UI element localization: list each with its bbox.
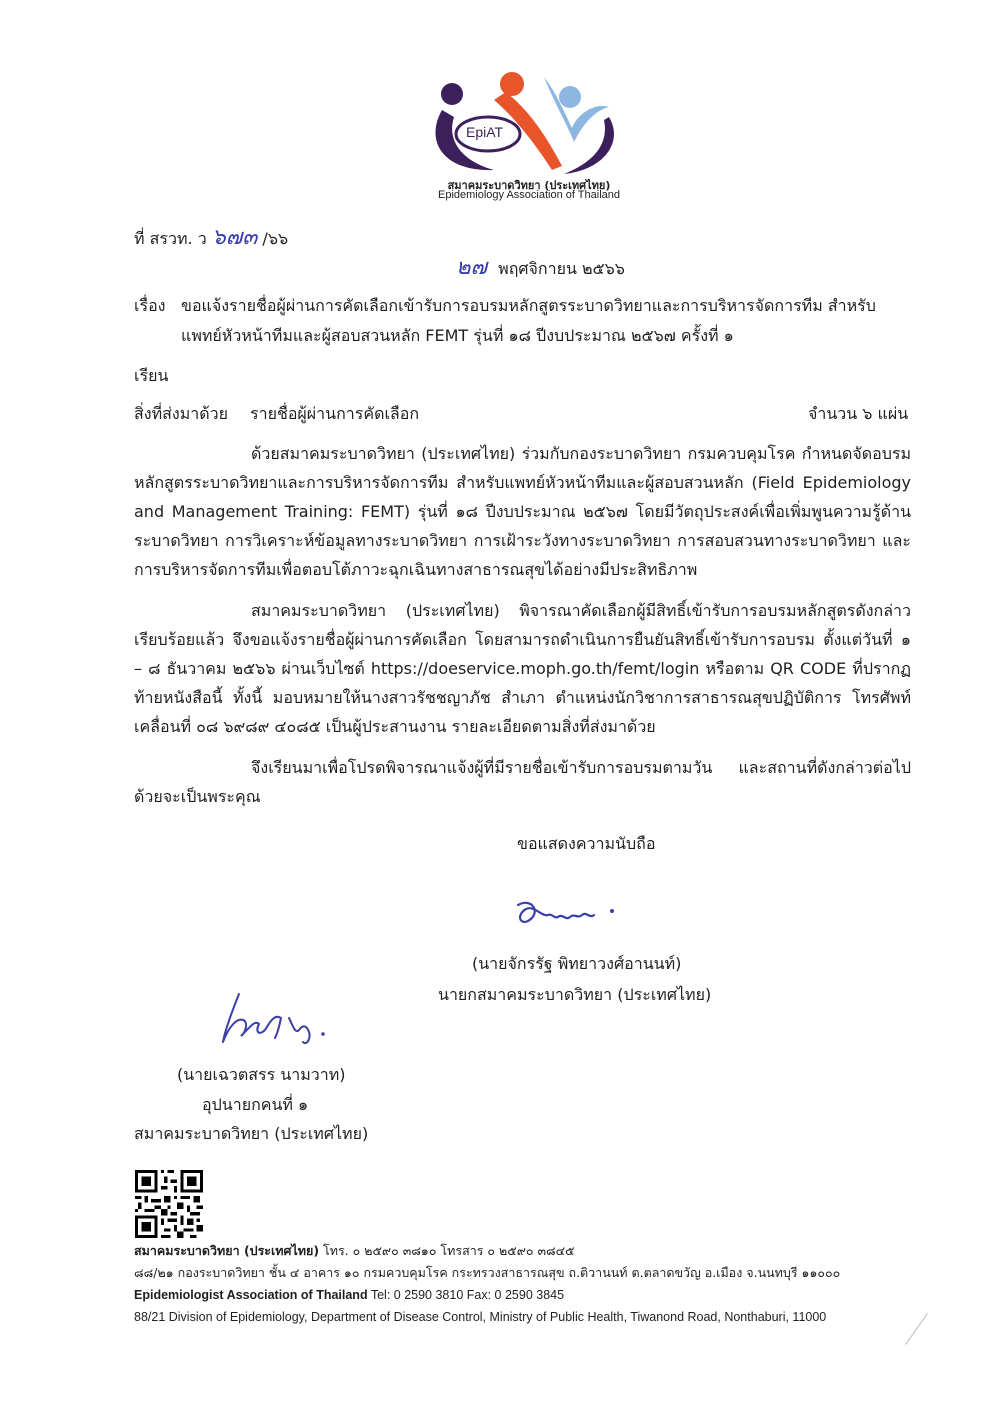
logo-brand-text: EpiAT xyxy=(466,124,504,140)
date-month-year: พฤศจิกายน ๒๕๖๖ xyxy=(498,259,625,278)
salutation-label: เรียน xyxy=(134,366,169,385)
logo-name-th: สมาคมระบาดวิทยา (ประเทศไทย) xyxy=(447,179,611,192)
logo xyxy=(424,62,634,204)
footer-org-en: Epidemiologist Association of Thailand xyxy=(134,1288,368,1302)
footer-contact-th: โทร. ๐ ๒๕๙๐ ๓๘๑๐ โทรสาร ๐ ๒๕๙๐ ๓๘๔๕ xyxy=(323,1243,575,1258)
body-paragraph-2-text: สมาคมระบาดวิทยา (ประเทศไทย) พิจารณาคัดเลือกผู้มีสิทธิ์เข้ารับการอบรมหลักสูตรดังกล่าวเรียบร้อยแล้ว จึงขอแจ้งรายชื่อผู้ผ่านการคัดเลือก โดยสามารถดำเนินการยืนยันสิทธิ์เข้ารับการอบรม ตั้งแต่วันที่ ๑ – ๘ ธันวาคม ๒๕๖๖ ผ่านเว็บไซต์ https://doeservice.moph.go.th/femt/login หรือตาม QR CODE ที่ปรากฏท้ายหนังสือนี้ ทั้งนี้ มอบหมายให้นางสาวรัชชญาภัช สำเภา ตำแหน่งนักวิชาการสาธารณสุขปฏิบัติการ โทรศัพท์เคลื่อนที่ ๐๘ ๖๙๘๙ ๔๐๘๕ เป็นผู้ประสานงาน รายละเอียดตามสิ่งที่ส่งมาด้วย xyxy=(134,601,911,736)
footer-line-en-contact xyxy=(134,1287,840,1303)
closing-text: ขอแสดงความนับถือ xyxy=(517,834,656,853)
epiat-logo-graphic xyxy=(424,62,634,180)
subject-label: เรื่อง xyxy=(134,296,166,315)
footer-contact-en: Tel: 0 2590 3810 Fax: 0 2590 3845 xyxy=(370,1288,565,1302)
enclosure-label: สิ่งที่ส่งมาด้วย xyxy=(134,404,228,423)
main-signatory-name: (นายจักรรัฐ พิทยาวงศ์อานนท์) xyxy=(472,954,682,973)
footer-org-th: สมาคมระบาดวิทยา (ประเทศไทย) xyxy=(134,1243,320,1258)
body-paragraph-3-text: จึงเรียนมาเพื่อโปรดพิจารณาแจ้งผู้ที่มีรายชื่อเข้ารับการอบรมตามวัน และสถานที่ดังกล่าวต่อไปด้วยจะเป็นพระคุณ xyxy=(134,758,911,806)
qr-code[interactable] xyxy=(134,1170,204,1238)
main-signature xyxy=(512,895,622,935)
main-signatory-title: นายกสมาคมระบาดวิทยา (ประเทศไทย) xyxy=(438,985,712,1004)
reference-prefix: ที่ สรวท. ว xyxy=(134,229,207,248)
footer-line-th-contact xyxy=(134,1243,840,1259)
enclosure-count: จำนวน ๖ แผ่น xyxy=(808,404,909,423)
document-date xyxy=(456,255,625,280)
footer xyxy=(134,1243,840,1325)
subject-line-1: ขอแจ้งรายชื่อผู้ผ่านการคัดเลือกเข้ารับการอบรมหลักสูตรระบาดวิทยาและการบริหารจัดการทีม สำหรับ xyxy=(181,296,876,315)
body-paragraph-1-text: ด้วยสมาคมระบาดวิทยา (ประเทศไทย) ร่วมกับกองระบาดวิทยา กรมควบคุมโรค กำหนดจัดอบรมหลักสูตรระบาดวิทยาและการบริหารจัดการทีม สำหรับแพทย์หัวหน้าทีมและผู้สอบสวนหลัก (Field Epidemiology and Management Training: FEMT) รุ่นที่ ๑๘ ปีงบประมาณ ๒๕๖๗ โดยมีวัตถุประสงค์เพื่อเพิ่มพูนความรู้ด้านระบาดวิทยา การวิเคราะห์ข้อมูลทางระบาดวิทยา การเฝ้าระวังทางระบาดวิทยา การสอบสวนทางระบาดวิทยา และการบริหารจัดการทีมเพื่อตอบโต้ภาวะฉุกเฉินทางสาธารณสุขได้อย่างมีประสิทธิภาพ xyxy=(134,444,911,579)
body-paragraph-2 xyxy=(134,596,911,741)
footer-address-th: ๘๘/๒๑ กองระบาดวิทยา ชั้น ๔ อาคาร ๑๐ กรมควบคุมโรค กระทรวงสาธารณสุข ถ.ติวานนท์ ต.ตลาดขวัญ อ.เมือง จ.นนทบุรี ๑๑๐๐๐ xyxy=(134,1265,841,1280)
footer-address-en: 88/21 Division of Epidemiology, Department of Disease Control, Ministry of Public Health, Tiwanond Road, Nonthaburi, 11000 xyxy=(134,1310,827,1324)
secondary-signatory-name: (นายเฉวตสรร นามวาท) xyxy=(177,1065,346,1084)
scan-mark xyxy=(905,1313,928,1345)
secondary-signature xyxy=(215,990,340,1050)
secondary-signatory-org: สมาคมระบาดวิทยา (ประเทศไทย) xyxy=(134,1124,369,1143)
body-paragraph-3 xyxy=(134,753,911,811)
secondary-signatory-title: อุปนายกคนที่ ๑ xyxy=(202,1095,309,1114)
logo-name-en: Epidemiology Association of Thailand xyxy=(437,189,621,201)
enclosure-item: รายชื่อผู้ผ่านการคัดเลือก xyxy=(250,404,420,423)
reference-suffix: /๖๖ xyxy=(262,229,289,248)
date-handwritten-day: ๒๗ xyxy=(456,255,488,280)
reference-handwritten-number: ๖๗๓ xyxy=(211,225,258,250)
subject-line-2: แพทย์หัวหน้าทีมและผู้สอบสวนหลัก FEMT รุ่นที่ ๑๘ ปีงบประมาณ ๒๕๖๗ ครั้งที่ ๑ xyxy=(181,326,734,345)
reference-number xyxy=(134,225,289,250)
body-paragraph-1 xyxy=(134,439,911,584)
